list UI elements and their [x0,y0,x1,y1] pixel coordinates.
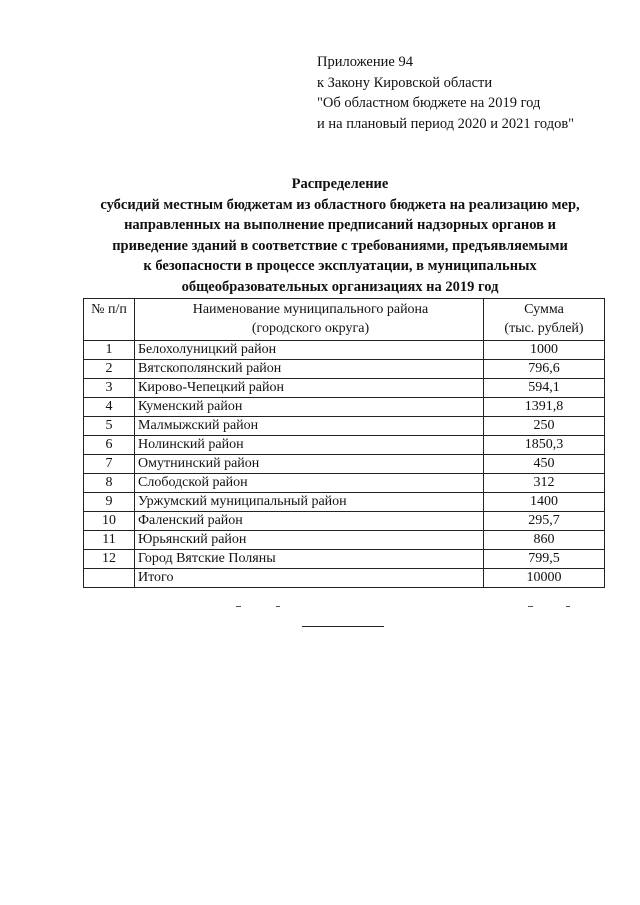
scan-speck [528,606,533,607]
row-name: Фаленский район [135,512,484,531]
header-sum [484,299,605,341]
row-num: 6 [84,436,135,455]
row-sum: 250 [484,417,605,436]
table-row [84,550,605,569]
title-line-4: приведение зданий в соответствие с требованиями, предъявляемыми [112,237,568,254]
table-row [84,360,605,379]
row-name: Омутнинский район [135,455,484,474]
row-name: Город Вятские Поляны [135,550,484,569]
header-name [135,299,484,341]
appendix-law-period: и на плановый период 2020 и 2021 годов" [317,115,575,132]
document-title [40,174,640,297]
header-name-line-1: Наименование муниципального района [192,302,429,317]
table-row [84,474,605,493]
row-name: Нолинский район [135,436,484,455]
table-row [84,531,605,550]
total-row [84,569,605,588]
row-sum: 799,5 [484,550,605,569]
row-sum: 1000 [484,341,605,360]
row-name: Куменский район [135,398,484,417]
row-num: 11 [84,531,135,550]
row-sum: 1850,3 [484,436,605,455]
table-row [84,512,605,531]
title-line-2: субсидий местным бюджетам из областного бюджета на реализацию мер, [100,196,580,213]
row-num: 8 [84,474,135,493]
table-row [84,398,605,417]
row-num: 12 [84,550,135,569]
appendix-header [317,52,574,134]
closing-rule [302,626,384,627]
title-line-5: к безопасности в процессе эксплуатации, в муниципальных [143,258,537,274]
scan-speck [566,606,570,607]
row-sum: 796,6 [484,360,605,379]
row-sum: 312 [484,474,605,493]
title-line-1: Распределение [291,176,389,192]
row-num: 2 [84,360,135,379]
total-num [84,569,135,588]
row-num: 7 [84,455,135,474]
row-num: 1 [84,341,135,360]
row-sum: 1400 [484,493,605,512]
row-name: Белохолуницкий район [135,341,484,360]
row-sum: 295,7 [484,512,605,531]
row-name: Слободской район [135,474,484,493]
row-name: Уржумский муниципальный район [135,493,484,512]
row-name: Малмыжский район [135,417,484,436]
table-row [84,436,605,455]
header-sum-line-2: (тыс. рублей) [504,321,584,336]
table-row [84,417,605,436]
distribution-table [83,298,605,588]
title-line-3: направленных на выполнение предписаний надзорных органов и [124,217,556,233]
row-num: 4 [84,398,135,417]
table-row [84,341,605,360]
row-name: Юрьянский район [135,531,484,550]
header-name-line-2: (городского округа) [251,321,370,336]
row-sum: 860 [484,531,605,550]
appendix-law-ref: к Закону Кировской области [317,74,493,91]
row-name: Вятскополянский район [135,360,484,379]
header-sum-line-1: Сумма [524,302,564,317]
table-header-row [84,299,605,341]
title-line-6: общеобразовательных организациях на 2019 год [181,278,499,295]
total-label: Итого [135,569,484,588]
row-sum: 1391,8 [484,398,605,417]
appendix-number: Приложение 94 [317,54,413,70]
row-num: 10 [84,512,135,531]
row-num: 5 [84,417,135,436]
header-num: № п/п [84,299,135,341]
row-num: 3 [84,379,135,398]
total-sum: 10000 [484,569,605,588]
table-row [84,379,605,398]
scan-speck [236,606,241,607]
table-row [84,493,605,512]
row-sum: 594,1 [484,379,605,398]
scan-speck [276,606,280,607]
row-num: 9 [84,493,135,512]
appendix-law-title: "Об областном бюджете на 2019 год [317,95,541,111]
row-name: Кирово-Чепецкий район [135,379,484,398]
row-sum: 450 [484,455,605,474]
table-row [84,455,605,474]
